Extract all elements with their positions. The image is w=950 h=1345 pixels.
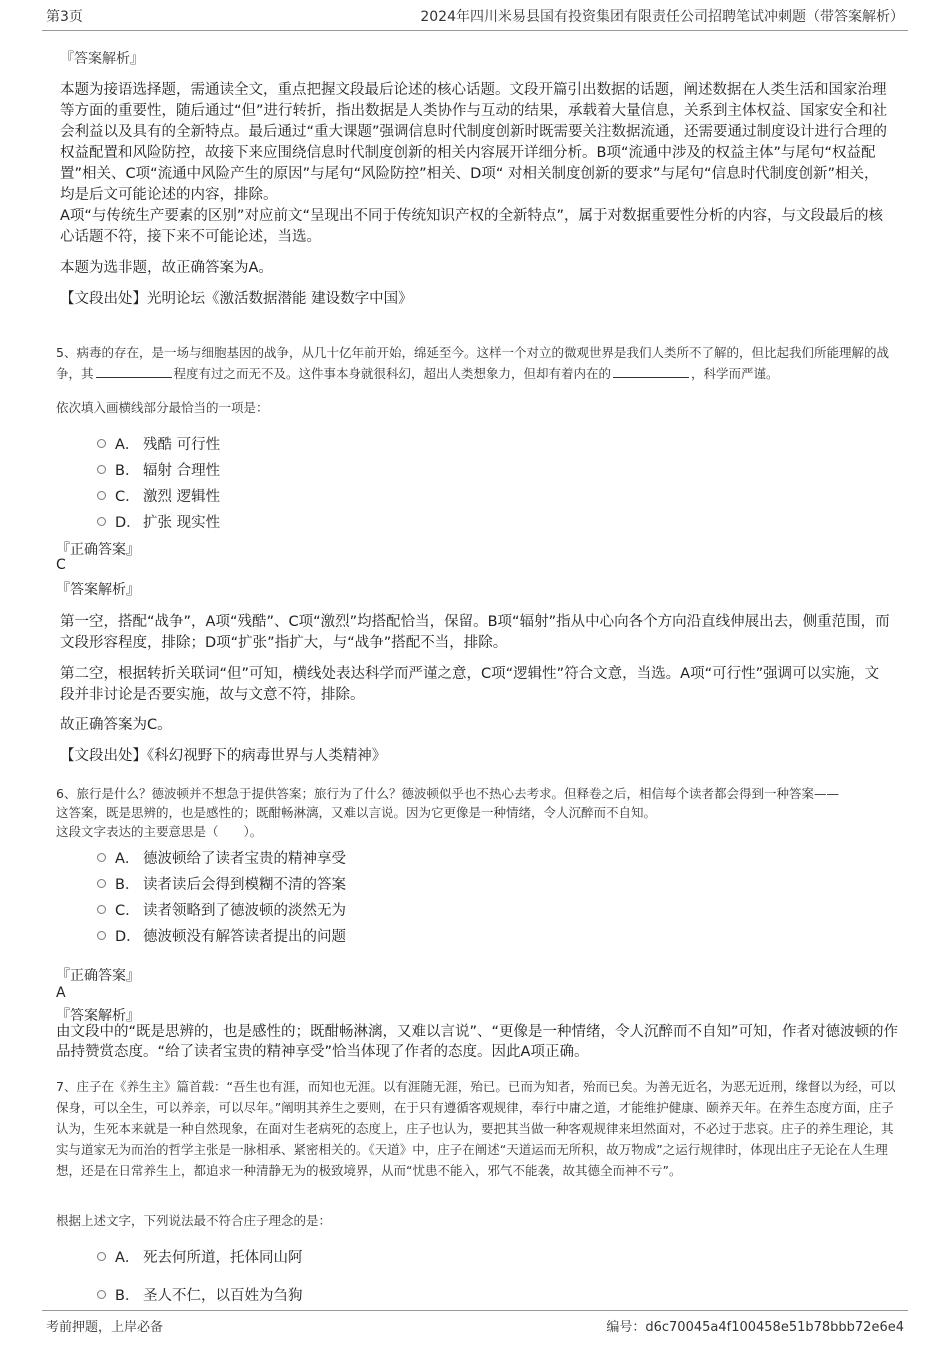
q5-correct-answer: C	[56, 557, 66, 573]
q6-stem-3: 这段文字表达的主要意思是（ ）。	[56, 824, 263, 839]
radio-icon[interactable]	[97, 931, 106, 940]
q4-source: 【文段出处】光明论坛《激活数据潜能 建设数字中国》	[60, 291, 413, 307]
q5-option-a[interactable]: A． 残酷 可行性	[97, 433, 220, 454]
q5-analysis-label: 『答案解析』	[56, 582, 140, 598]
q5-stem: 5、病毒的存在，是一场与细胞基因的战争，从几十亿年前开始，绵延至今。这样一个对立的微观世界是我们人类所不了解的，但比起我们所能理解的战争，其 程度有过之而无不及。这件事本身就很科幻，超出人类想象力，但却有着内在的 ，科学而严谨。	[56, 345, 889, 381]
radio-icon[interactable]	[97, 439, 106, 448]
radio-icon[interactable]	[97, 465, 106, 474]
q7-stem: 7、庄子在《养生主》篇首载：“吾生也有涯，而知也无涯。以有涯随无涯，殆已。已而为知者，殆而已矣。为善无近名，为恶无近刑，缘督以为经，可以保身，可以全生，可以养亲，可以尽年。”阐明其养生之要则，在于只有遵循客观规律，奉行中庸之道，才能维护健康、颐养天年。在养生态度方面，庄子认为，生死本来就是一种自然现象，在面对生老病死的态度上，庄子也认为，要把其当做一种客观规律来坦然面对，不必过于悲哀。庄子的养生理论，其实与道家无为而治的哲学主张是一脉相承、紧密相关的。《天道》中，庄子在阐述“天道运而无所积，故万物成”之运行规律时，体现出庄子无论在人生理想，还是在日常养生上，都追求一种清静无为的极致境界，从而“忧患不能入，邪气不能袭，故其德全而神不亏”。	[56, 1079, 896, 1178]
q5-analysis-p2: 第二空，根据转折关联词“但”可知，横线处表达科学而严谨之意，C项“逻辑性”符合文意，当选。A项“可行性”强调可以实施，文段并非讨论是否要实施，故与文意不符，排除。	[60, 666, 880, 703]
q7-option-b[interactable]: B． 圣人不仁，以百姓为刍狗	[97, 1284, 303, 1305]
q6-correct-label: 『正确答案』	[56, 968, 140, 984]
radio-icon[interactable]	[97, 1290, 106, 1299]
footer-code: 编号：d6c70045a4f100458e51b78bbb72e6e4	[606, 1320, 904, 1335]
radio-icon[interactable]	[97, 491, 106, 500]
document-title: 2024年四川米易县国有投资集团有限责任公司招聘笔试冲刺题（带答案解析）	[420, 9, 904, 25]
q4-analysis-p3: 本题为选非题，故正确答案为A。	[60, 260, 273, 276]
header-divider	[42, 30, 908, 31]
radio-icon[interactable]	[97, 517, 106, 526]
q4-analysis-label: 『答案解析』	[60, 51, 144, 67]
page-number: 第3页	[46, 9, 83, 25]
q5-option-c[interactable]: C． 激烈 逻辑性	[97, 485, 220, 506]
q6-stem-1: 6、旅行是什么？德波顿并不想急于提供答案；旅行为了什么？德波顿似乎也不热心去考求。但释卷之后，相信每个读者都会得到一种答案——	[56, 786, 839, 801]
radio-icon[interactable]	[97, 1252, 106, 1261]
q5-question: 依次填入画横线部分最恰当的一项是：	[56, 400, 269, 415]
q6-option-a[interactable]: A． 德波顿给了读者宝贵的精神享受	[97, 847, 346, 868]
radio-icon[interactable]	[97, 905, 106, 914]
radio-icon[interactable]	[97, 853, 106, 862]
q5-blank-2	[613, 364, 689, 378]
q5-source: 【文段出处】《科幻视野下的病毒世界与人类精神》	[60, 748, 387, 764]
radio-icon[interactable]	[97, 879, 106, 888]
q6-correct-answer: A	[56, 985, 66, 1001]
q6-option-c[interactable]: C． 读者领略到了德波顿的淡然无为	[97, 899, 346, 920]
q6-option-d[interactable]: D． 德波顿没有解答读者提出的问题	[97, 925, 346, 946]
q6-stem-2: 这答案，既是思辨的，也是感性的；既酣畅淋漓，又难以言说。因为它更像是一种情绪，令人沉醉而不自知。	[56, 805, 657, 820]
q4-analysis-p1: 本题为接语选择题，需通读全文，重点把握文段最后论述的核心话题。文段开篇引出数据的话题，阐述数据在人类生活和国家治理等方面的重要性，随后通过“但”进行转折，指出数据是人类协作与互动的结果，承载着大量信息，关系到主体权益、国家安全和社会利益以及具有的全新特点。最后通过“重大课题”强调信息时代制度创新时既需要关注数据流通，还需要通过制度设计进行合理的权益配置和风险防控，故接下来应围绕信息时代制度创新的相关内容展开详细分析。B项“流通中涉及的权益主体”与尾句“权益配置”相关、C项“流通中风险产生的原因”与尾句“风险防控”相关、D项“ 对相关制度创新的要求”与尾句“信息时代制度创新”相关，均是后文可能论述的内容，排除。	[60, 82, 888, 203]
q5-option-d[interactable]: D． 扩张 现实性	[97, 511, 220, 532]
q5-analysis-p3: 故正确答案为C。	[60, 717, 172, 733]
q7-option-a[interactable]: A． 死去何所道，托体同山阿	[97, 1246, 303, 1267]
q5-correct-label: 『正确答案』	[56, 542, 140, 558]
q7-question: 根据上述文字，下列说法最不符合庄子理念的是：	[56, 1213, 332, 1228]
q5-analysis-p1: 第一空，搭配“战争”，A项“残酷”、C项“激烈”均搭配恰当，保留。B项“辐射”指从中心向各个方向沿直线伸展出去，侧重范围，而文段形容程度，排除；D项“扩张”指扩大，与“战争”搭配不当，排除。	[60, 614, 890, 651]
q6-analysis: 由文段中的“既是思辨的，也是感性的；既酣畅淋漓，又难以言说”、“更像是一种情绪，令人沉醉而不自知”可知，作者对德波顿的作品持赞赏态度。“给了读者宝贵的精神享受”恰当体现了作者的态度。因此A项正确。	[56, 1024, 899, 1060]
q5-option-b[interactable]: B． 辐射 合理性	[97, 459, 220, 480]
footer-divider	[42, 1310, 908, 1311]
q6-option-b[interactable]: B． 读者读后会得到模糊不清的答案	[97, 873, 346, 894]
footer-slogan: 考前押题，上岸必备	[46, 1320, 164, 1335]
q5-blank-1	[96, 364, 172, 378]
q6-analysis-label: 『答案解析』	[56, 1008, 140, 1024]
q4-analysis-p2: A项“与传统生产要素的区别”对应前文“呈现出不同于传统知识产权的全新特点”，属于对数据重要性分析的内容，与文段最后的核心话题不符，接下来不可能论述，当选。	[60, 208, 883, 245]
